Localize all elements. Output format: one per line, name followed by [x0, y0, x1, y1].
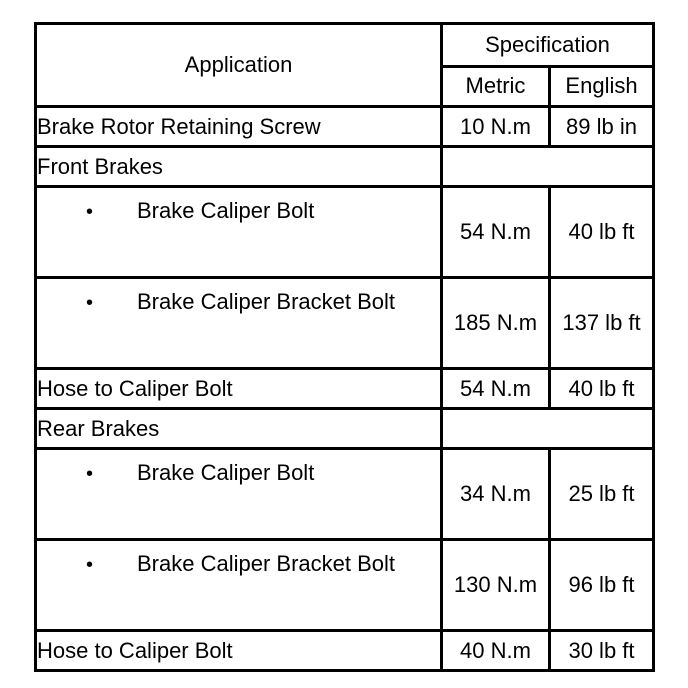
section-row	[36, 409, 654, 449]
table-row	[36, 540, 654, 631]
metric-cell: 40 N.m	[442, 631, 550, 671]
torque-spec-table	[34, 22, 655, 672]
application-header: Application	[36, 24, 442, 107]
section-row	[36, 147, 654, 187]
metric-cell: 130 N.m	[442, 540, 550, 631]
application-cell	[36, 449, 442, 540]
table-row	[36, 278, 654, 369]
english-cell: 96 lb ft	[550, 540, 654, 631]
application-cell: Brake Rotor Retaining Screw	[36, 107, 442, 147]
metric-cell: 54 N.m	[442, 369, 550, 409]
english-cell: 137 lb ft	[550, 278, 654, 369]
english-header: English	[550, 66, 654, 106]
application-label: Brake Caliper Bolt	[137, 198, 315, 223]
metric-cell: 185 N.m	[442, 278, 550, 369]
specification-header: Specification	[442, 24, 654, 67]
application-label: Brake Caliper Bracket Bolt	[137, 289, 395, 314]
metric-cell: 10 N.m	[442, 107, 550, 147]
table-row	[36, 369, 654, 409]
english-cell: 25 lb ft	[550, 449, 654, 540]
english-cell: 40 lb ft	[550, 187, 654, 278]
application-cell	[36, 540, 442, 631]
application-label: Brake Caliper Bolt	[137, 460, 315, 485]
empty-spec-cell	[442, 147, 654, 187]
empty-spec-cell	[442, 409, 654, 449]
metric-cell: 34 N.m	[442, 449, 550, 540]
english-cell: 30 lb ft	[550, 631, 654, 671]
application-cell: Hose to Caliper Bolt	[36, 631, 442, 671]
table-row	[36, 449, 654, 540]
application-cell	[36, 278, 442, 369]
bullet-icon: •	[85, 463, 93, 485]
section-label: Front Brakes	[36, 147, 442, 187]
application-cell	[36, 187, 442, 278]
section-label: Rear Brakes	[36, 409, 442, 449]
application-cell: Hose to Caliper Bolt	[36, 369, 442, 409]
metric-header: Metric	[442, 66, 550, 106]
table-row	[36, 187, 654, 278]
bullet-icon: •	[85, 201, 93, 223]
application-label: Brake Caliper Bracket Bolt	[137, 551, 395, 576]
bullet-icon: •	[85, 554, 93, 576]
table-row	[36, 631, 654, 671]
english-cell: 40 lb ft	[550, 369, 654, 409]
table-row	[36, 107, 654, 147]
english-cell: 89 lb in	[550, 107, 654, 147]
bullet-icon: •	[85, 292, 93, 314]
metric-cell: 54 N.m	[442, 187, 550, 278]
